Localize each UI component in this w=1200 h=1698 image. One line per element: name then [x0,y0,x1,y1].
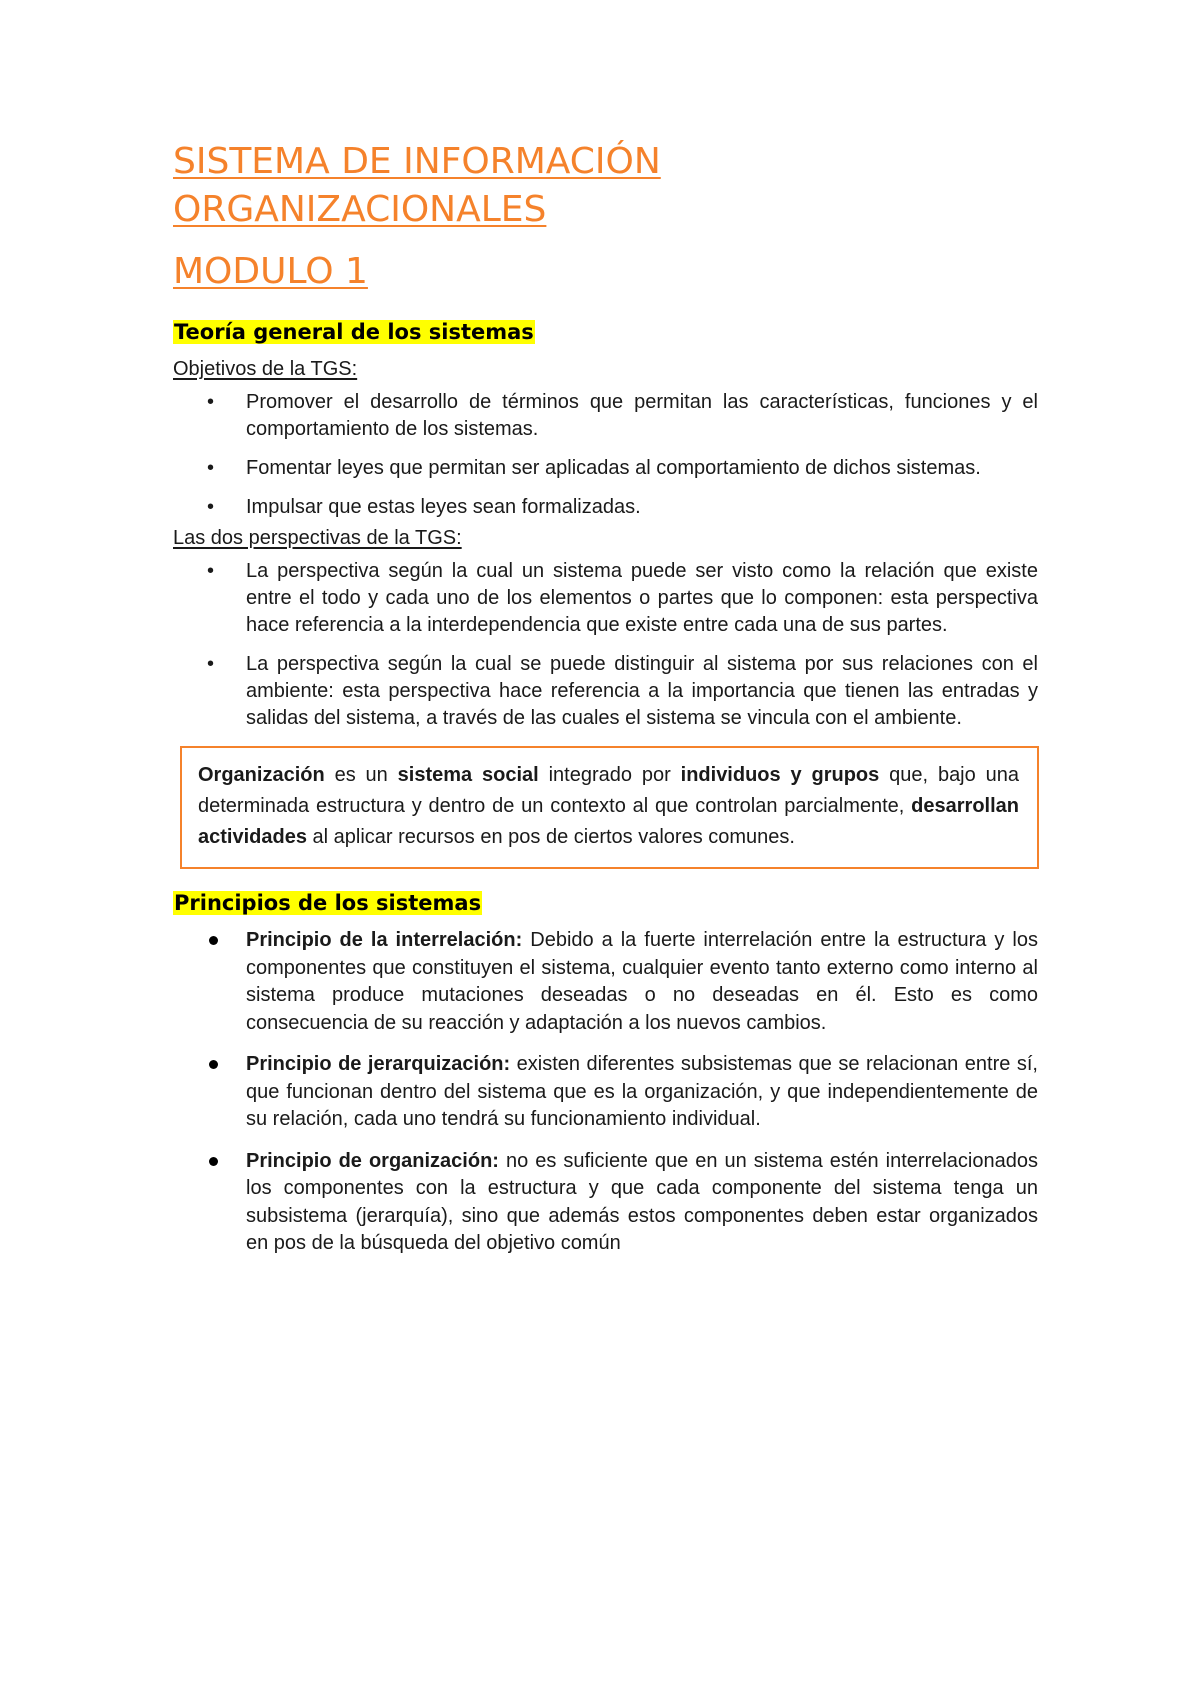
bullet-dot-icon [209,936,218,945]
term-desarrollan-actividades: desarrollan actividades [198,795,1019,848]
module-heading: MODULO 1 [173,251,368,292]
bullet-icon: • [207,653,215,675]
perspectives-label: Las dos perspectivas de la TGS: [173,527,462,549]
list-item: • La perspectiva según la cual se puede distinguir al sistema por sus relaciones con el ambiente: esta perspectiva hace referencia a la importancia que tienen las entradas y salidas del sistema, a través de las cuales el sistema se vincula con el ambiente. [207,653,1038,729]
perspectives-list [173,558,1038,732]
document-body [173,138,1038,1272]
section-heading-principios [173,889,1038,917]
list-item: • Impulsar que estas leyes sean formalizadas. [173,494,1038,521]
term-individuos-grupos: individuos y grupos [680,764,880,786]
bullet-icon: • [207,457,215,479]
section-heading-tgs [173,318,1038,346]
list-item: • La perspectiva según la cual un sistema puede ser visto como la relación que existe entre el todo y cada uno de los elementos o partes que lo componen: esta perspectiva hace referencia a la interdependencia que existe entre cada una de sus partes. [207,560,1038,636]
objectives-label: Objetivos de la TGS: [173,358,358,380]
document-title: SISTEMA DE INFORMACIÓN ORGANIZACIONALES [173,141,661,230]
principles-list [173,927,1038,1258]
list-item: • Promover el desarrollo de términos que permitan las características, funciones y el comportamiento de los sistemas. [207,391,1038,440]
highlighted-heading-text: Teoría general de los sistemas [174,320,534,344]
list-item: Principio de la interrelación: Debido a la fuerte interrelación entre la estructura y los componentes que constituyen el sistema, cualquier evento tanto externo como interno al sistema produce mutaciones deseadas o no deseadas en él. Esto es como consecuencia de su reacción y adaptación a los nuevos cambios. [173,927,1038,1037]
bullet-icon: • [207,560,215,582]
term-sistema-social: sistema social [397,764,539,786]
bullet-dot-icon [209,1157,218,1166]
bullet-dot-icon [209,1060,218,1069]
list-item: Principio de organización: no es suficiente que en un sistema estén interrelacionados los componentes con la estructura y que cada componente del sistema tenga un subsistema (jerarquía), sino que además estos componentes deben estar organizados en pos de la búsqueda del objetivo común [173,1148,1038,1258]
bullet-icon: • [207,496,215,518]
list-item: Principio de jerarquización: existen diferentes subsistemas que se relacionan entre sí, que funcionan dentro del sistema que es la organización, y que independientemente de su relación, cada uno tendrá su funcionamiento individual. [173,1051,1038,1134]
bullet-icon: • [207,391,215,413]
objectives-list [173,389,1038,521]
term-organizacion: Organización [198,764,325,786]
list-item: • Fomentar leyes que permitan ser aplicadas al comportamiento de dichos sistemas. [173,455,1038,482]
highlighted-heading-text: Principios de los sistemas [174,891,482,915]
organization-definition-box: Organización es un sistema social integrado por individuos y grupos que, bajo una determinada estructura y dentro de un contexto al que controlan parcialmente, desarrollan actividades al aplicar recursos en pos de ciertos valores comunes. [180,746,1039,869]
